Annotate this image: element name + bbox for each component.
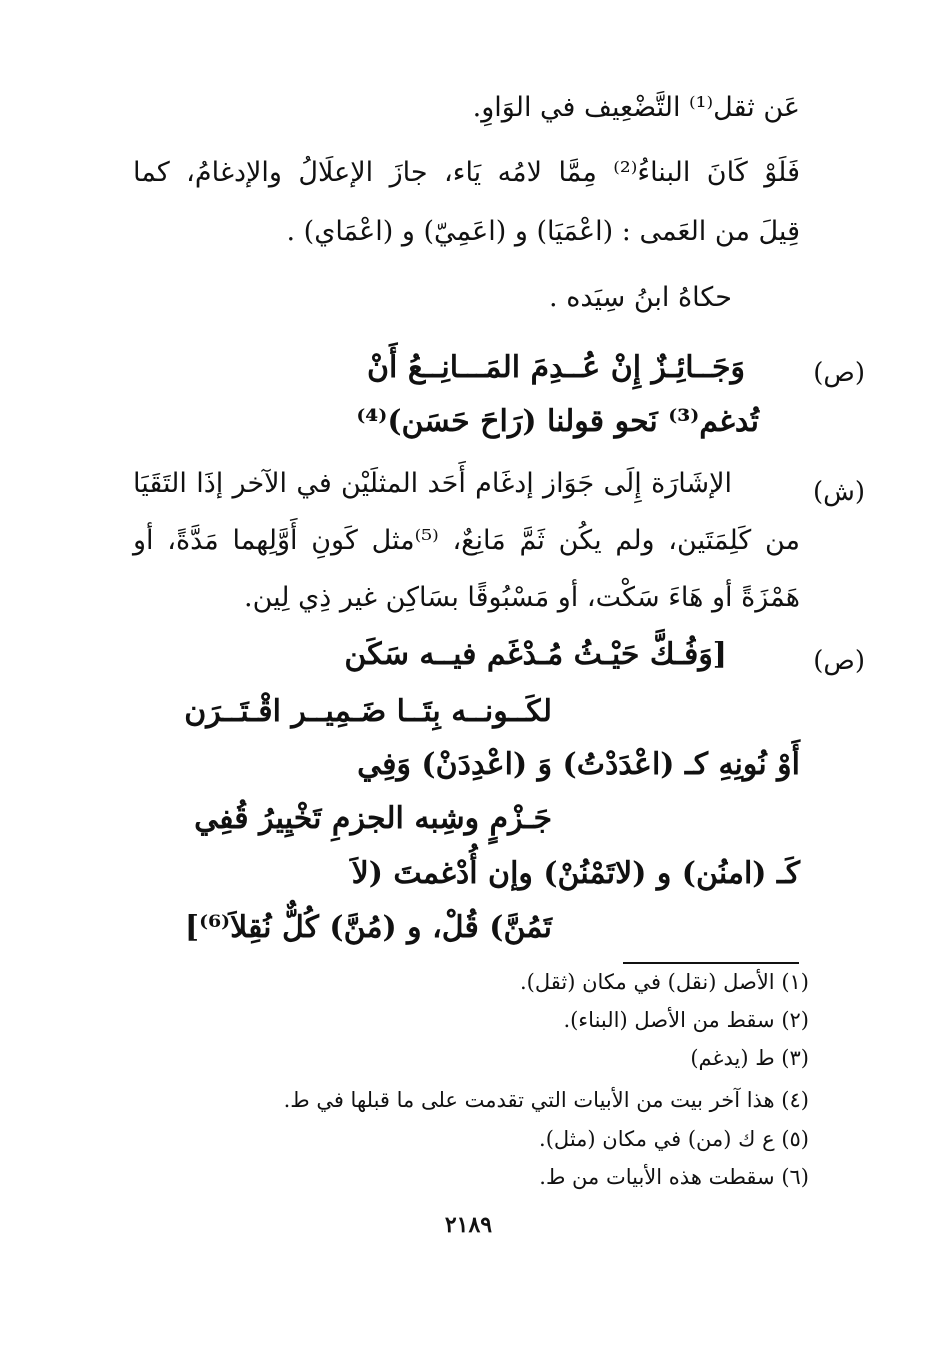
body-line-3: قِيلَ من العَمى : (اعْمَيَا) و (اعَمِيّ) و (اعْمَاي) . — [286, 216, 800, 247]
verse-line: لكَــونــه بِتَــا ضَـمِيــر اقْـتَــرَن — [184, 694, 552, 729]
verse-line: أَوْ نُونِهِ كـ (اعْدَدْتُ) وَ (اعْدِدَنْ) وَفِي — [357, 747, 800, 782]
footnote-3: (٣) ط (يدغم) — [690, 1046, 809, 1070]
verse-line: [وَفُـكَّ حَيْـثُ مُـدْغَم فيــه سَكَن — [344, 637, 727, 672]
footnote-2: (٢) سقط من الأصل (البناء). — [563, 1008, 809, 1032]
footnote-4: (٤) هذا آخر بيت من الأبيات التي تقدمت على ما قبلها في ط. — [283, 1088, 809, 1112]
section-marker-shin: (ش) — [812, 477, 865, 507]
page-number: ٢١٨٩ — [444, 1212, 493, 1238]
verse-line: وَجَــائِـزٌ إِنْ عُــدِمَ المَـــانِــعُ أَنْ — [367, 350, 745, 385]
verse-line: تَمُنَّ) قُلْ، و (مُنَّ) كُلٌّ نُقِلاَ⁽⁶⁾] — [184, 910, 552, 945]
body-line-1: عَن ثقل⁽¹⁾ التَّضْعِيف في الوَاوِ. — [472, 92, 800, 123]
verse-line: جَـزْمٍ وشِبه الجزمِ تَخْيِيرُ قُفِي — [194, 801, 552, 836]
commentary-line: الإشَارَة إِلَى جَوَاز إدغَام أَحَد المثلَيْن في الآخر إذَا التَقَيَا — [133, 468, 732, 499]
commentary-line: هَمْزَةً أو هَاءَ سَكْت، أو مَسْبُوقًا بسَاكِن غير ذِي لِين. — [244, 582, 800, 613]
section-marker-sad-1: (ص) — [813, 358, 865, 388]
body-line-4: حكاهُ ابنُ سِيَده . — [549, 282, 732, 313]
footnote-separator — [623, 962, 799, 964]
section-marker-sad-2: (ص) — [813, 646, 865, 676]
footnote-1: (١) الأصل (نقل) في مكان (ثقل). — [520, 970, 809, 994]
commentary-line: من كَلِمَتَين، ولم يكُن ثَمَّ مَانِعٌ، ⁽⁵⁾مثل كَونِ أَوَّلِهما مَدَّةً، أو — [133, 525, 801, 556]
footnote-6: (٦) سقطت هذه الأبيات من ط. — [539, 1165, 809, 1189]
body-line-2: فَلَوْ كَانَ البناءُ⁽²⁾ مِمَّا لامُه يَاء، جازَ الإعلَالُ والإدغامُ، كما — [133, 157, 800, 188]
verse-line: كَـ (امنُن) و (لاتَمْنُنْ) وإن أُدْغمتَ (لاَ — [351, 856, 800, 891]
footnote-5: (٥) ع ك (من) في مكان (مثل). — [539, 1127, 809, 1151]
verse-line: تُدغم⁽³⁾ نَحو قولنا (رَاحَ حَسَن)⁽⁴⁾ — [356, 404, 759, 439]
